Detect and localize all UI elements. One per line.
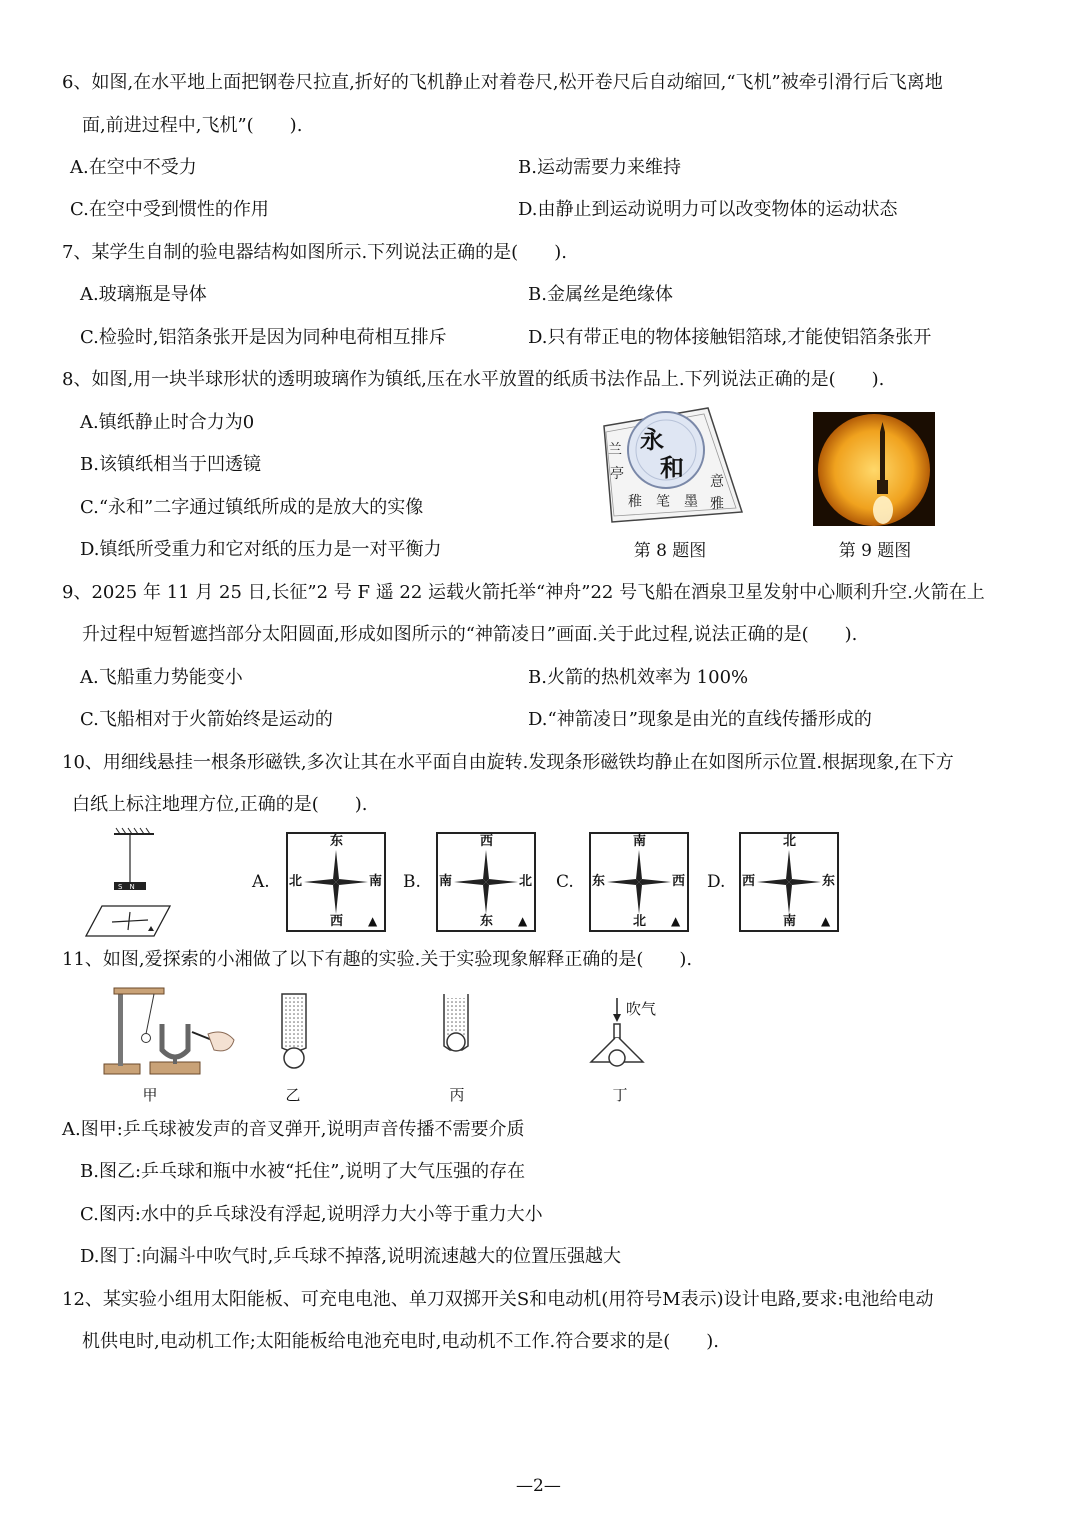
q8-paper-char: 兰 [608,442,622,458]
compass-top-label: 西 [480,834,494,849]
q10-magnet-label: S N [118,883,135,891]
compass-marker: ▲ [671,914,681,928]
q7-stem-line1: 7、某学生自制的验电器结构如图所示.下列说法正确的是( ). [62,242,567,263]
compass-top-label: 北 [783,834,797,849]
q9-figure-caption: 第 9 题图 [838,541,912,561]
q7-option-a: A.玻璃瓶是导体 [80,284,207,305]
compass-top-label: 东 [330,834,344,849]
q8-paper-char: 雅 [710,496,724,512]
q11-label-jia: 甲 [142,1086,158,1104]
q12-stem-line1: 12、某实验小组用太阳能板、可充电电池、单刀双掷开关S和电动机(用符号M表示)设计电路,要求:电池给电动 [62,1289,934,1310]
q6-option-c: C.在空中受到惯性的作用 [70,199,269,220]
q8-option-b: B.该镇纸相当于凹透镜 [80,454,261,475]
compass-bottom-label: 西 [330,914,344,929]
q6-option-a: A.在空中不受力 [70,157,197,178]
q8-paper-char: 笔 [656,494,670,510]
q11-label-yi: 乙 [285,1086,301,1104]
q8-stem-line1: 8、如图,用一块半球形状的透明玻璃作为镇纸,压在水平放置的纸质书法作品上.下列说法正确的是( ). [62,369,885,390]
q9-option-a: A.飞船重力势能变小 [80,667,243,688]
q8-paper-char: 稚 [628,494,642,510]
q11-blow-label: 吹气 [626,1000,657,1018]
q11-option-d: D.图丁:向漏斗中吹气时,乒乓球不掉落,说明流速越大的位置压强越大 [80,1246,622,1267]
q10-stem-line2: 白纸上标注地理方位,正确的是( ). [72,794,368,815]
q8-lens-char: 和 [660,453,684,482]
q10-option-d-compass [739,832,839,932]
q8-lens-char: 永 [640,425,664,454]
q10-option-a-compass [286,832,386,932]
q8-figure-caption: 第 8 题图 [633,541,707,561]
q11-figure-jia [100,984,240,1080]
q6-option-d: D.由静止到运动说明力可以改变物体的运动状态 [518,199,898,220]
compass-left-label: 北 [289,874,303,889]
q8-paper-char: 墨 [684,494,698,510]
compass-bottom-label: 南 [783,914,797,929]
q10-option-b-label: B. [403,872,421,892]
q6-stem-line2: 面,前进过程中,飞机”( ). [82,115,303,136]
compass-bottom-label: 东 [480,914,494,929]
q10-option-c-label: C. [556,872,574,892]
q7-option-c: C.检验时,铝箔条张开是因为同种电荷相互排斥 [80,327,447,348]
compass-bottom-label: 北 [633,914,647,929]
q11-figure-bing [438,992,474,1062]
q7-option-b: B.金属丝是绝缘体 [528,284,673,305]
q8-paper-char: 意 [710,474,724,490]
q8-paper-char: 亭 [610,466,624,482]
page-number: —2— [516,1476,561,1496]
q11-label-bing: 丙 [449,1086,465,1104]
q9-option-d: D.“神箭凌日”现象是由光的直线传播形成的 [528,709,872,730]
q9-stem-line1: 9、2025 年 11 月 25 日,长征”2 号 F 遥 22 运载火箭托举“神舟”22 号飞船在酒泉卫星发射中心顺利升空.火箭在上 [62,582,985,603]
q8-paperweight-figure [598,402,746,526]
q12-stem-line2: 机供电时,电动机工作;太阳能板给电池充电时,电动机不工作.符合要求的是( ). [82,1331,719,1352]
q10-stem-line1: 10、用细线悬挂一根条形磁铁,多次让其在水平面自由旋转.发现条形磁铁均静止在如图所示位置.根据现象,在下方 [62,752,954,773]
q9-stem-line2: 升过程中短暂遮挡部分太阳圆面,形成如图所示的“神箭凌日”画面.关于此过程,说法正确的是( ). [82,624,858,645]
compass-top-label: 南 [633,834,647,849]
q10-hanging-magnet-figure [84,826,180,942]
q10-option-c-compass [589,832,689,932]
q8-option-a: A.镇纸静止时合力为0 [80,412,255,433]
q11-option-c: C.图丙:水中的乒乓球没有浮起,说明浮力大小等于重力大小 [80,1204,543,1225]
q11-stem-line1: 11、如图,爱探索的小湘做了以下有趣的实验.关于实验现象解释正确的是( ). [62,949,693,970]
compass-right-label: 西 [672,874,686,889]
compass-right-label: 北 [519,874,533,889]
q8-option-d: D.镇纸所受重力和它对纸的压力是一对平衡力 [80,539,442,560]
compass-marker: ▲ [368,914,378,928]
compass-marker: ▲ [518,914,528,928]
q6-option-b: B.运动需要力来维持 [518,157,681,178]
q11-option-a: A.图甲:乒乓球被发声的音叉弹开,说明声音传播不需要介质 [62,1119,525,1140]
q9-rocket-sun-figure [813,412,935,526]
compass-left-label: 南 [439,874,453,889]
compass-marker: ▲ [821,914,831,928]
q6-stem-line1: 6、如图,在水平地上面把钢卷尺拉直,折好的飞机静止对着卷尺,松开卷尺后自动缩回,“飞机”被牵引滑行后飞离地 [62,72,943,93]
q10-option-d-label: D. [707,872,726,892]
compass-right-label: 东 [822,874,836,889]
compass-left-label: 东 [592,874,606,889]
q11-option-b: B.图乙:乒乓球和瓶中水被“托住”,说明了大气压强的存在 [80,1161,526,1182]
compass-right-label: 南 [369,874,383,889]
q9-option-b: B.火箭的热机效率为 100% [528,667,749,688]
q10-option-b-compass [436,832,536,932]
q10-option-a-label: A. [252,872,270,892]
compass-left-label: 西 [742,874,756,889]
q8-option-c: C.“永和”二字通过镇纸所成的是放大的实像 [80,497,424,518]
q11-figure-yi [276,992,312,1074]
q9-option-c: C.飞船相对于火箭始终是运动的 [80,709,333,730]
q11-label-ding: 丁 [612,1086,628,1104]
q7-option-d: D.只有带正电的物体接触铝箔球,才能使铝箔条张开 [528,327,932,348]
